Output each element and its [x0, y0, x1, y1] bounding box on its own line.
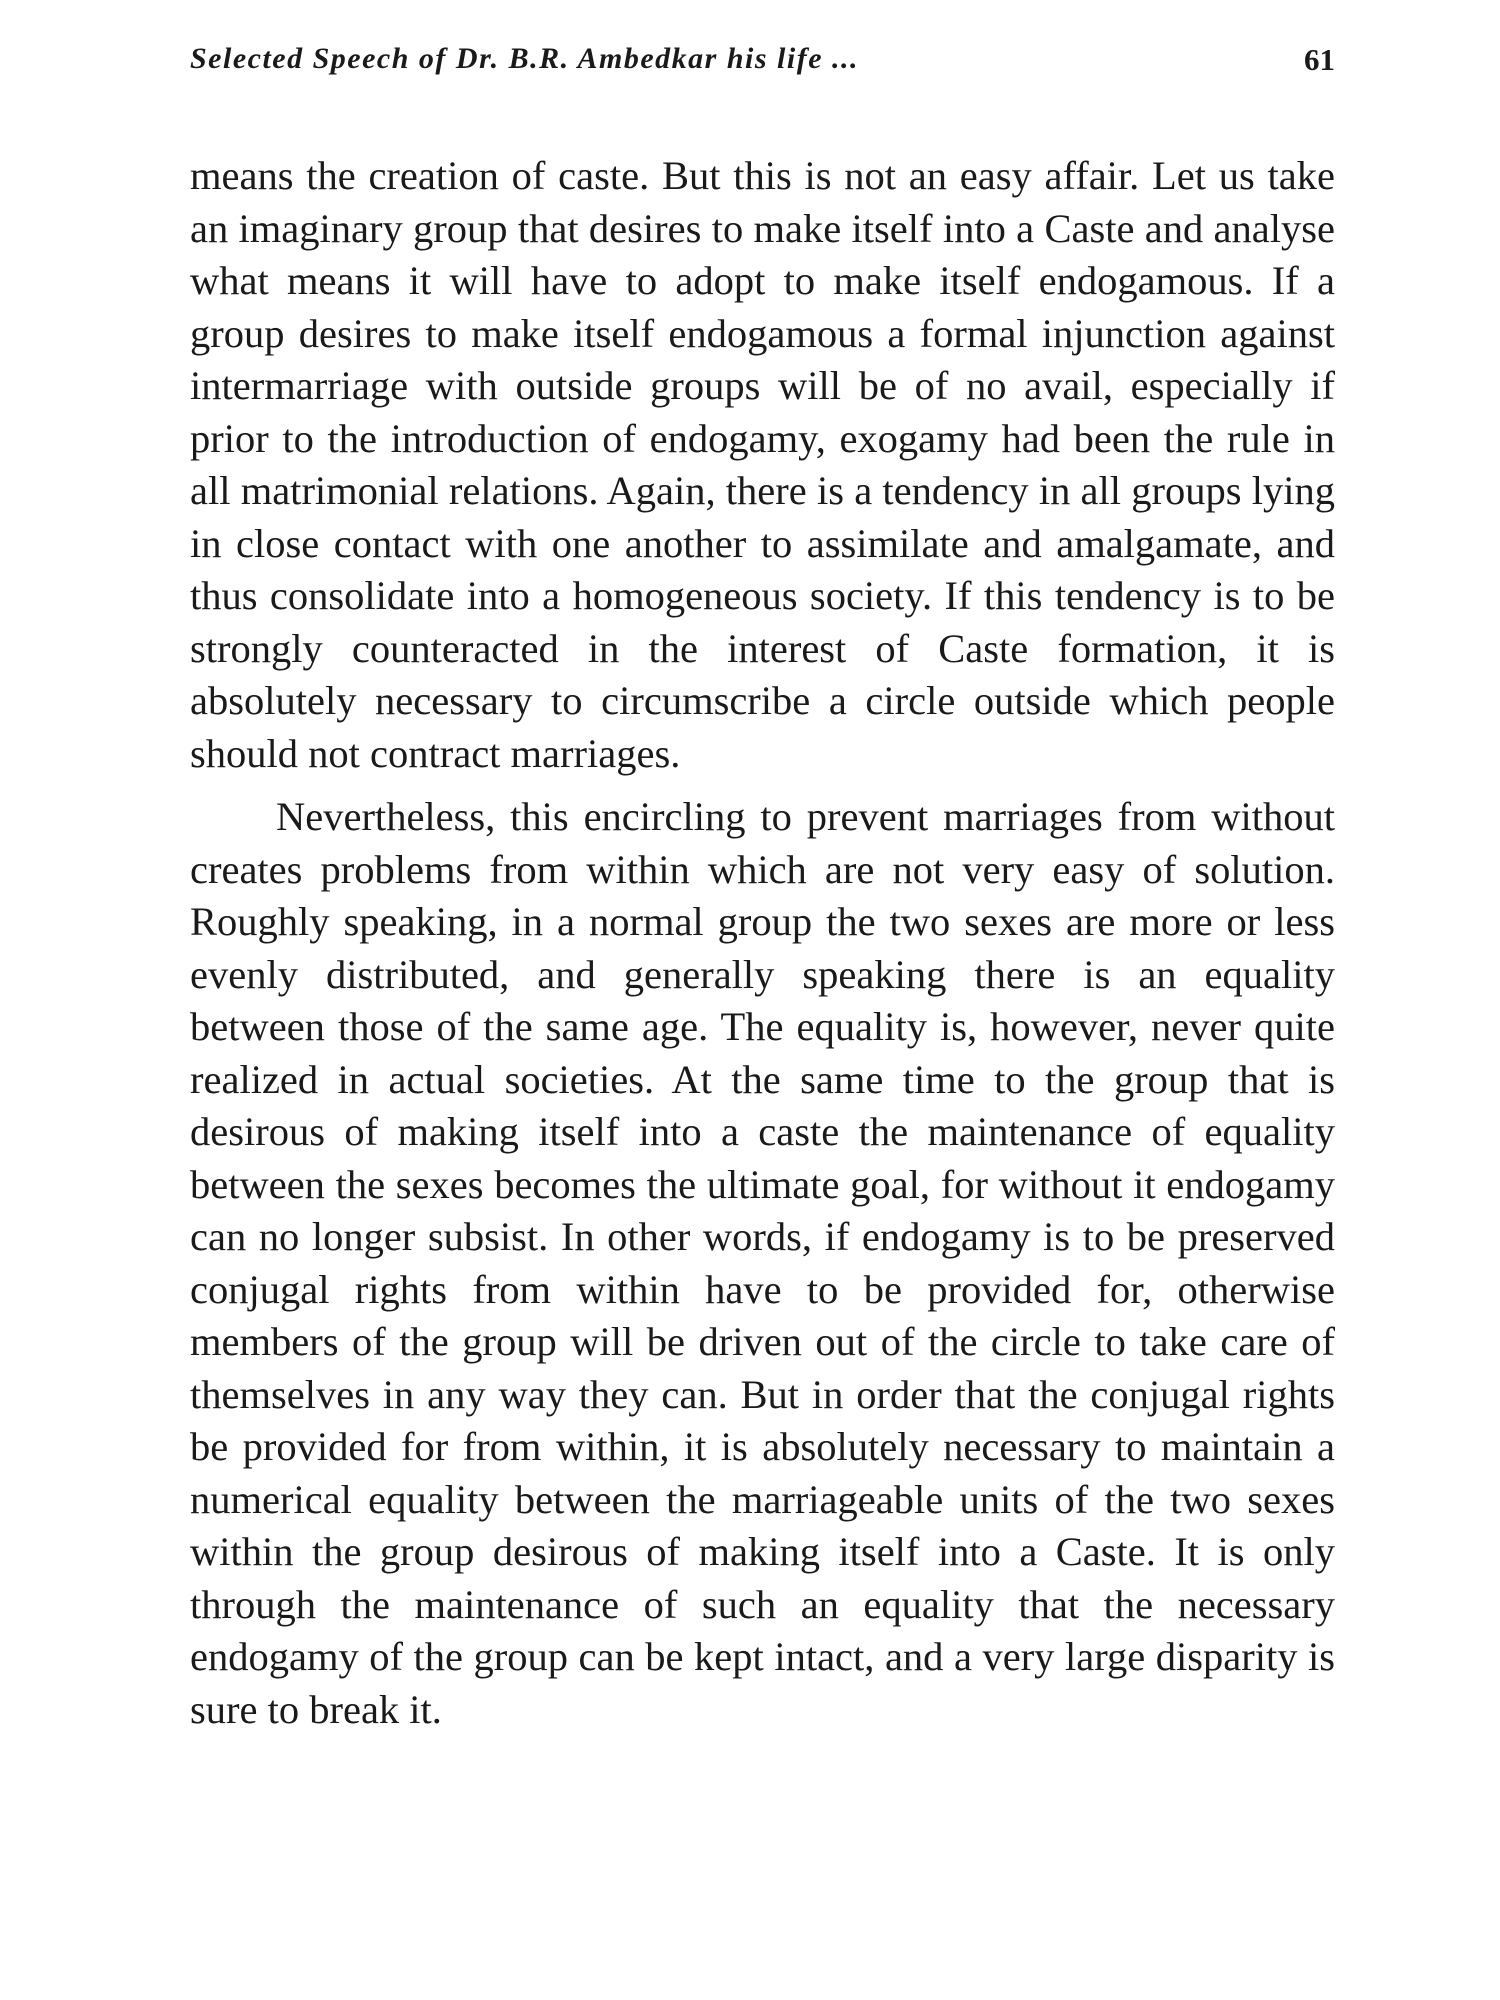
paragraph-continuation: means the creation of caste. But this is not an easy affair. Let us take an imaginary group that desires to make itself into a Caste and analyse what means it will have to adopt to make itself endogamous. If a group desires to make itself endogamous a formal injunction against intermarriage with outside groups will be of no avail, especially if prior to the introduction of endogamy, exogamy had been the rule in all matrimonial relations. Again, there is a tendency in all groups lying in close contact with one another to assimilate and amalgamate, and thus consolidate into a homogeneous society. If this tendency is to be strongly counteracted in the interest of Caste formation, it is absolutely necessary to circumscribe a circle outside which people should not contract marriages.: [190, 153, 1335, 776]
paragraph-nevertheless: Nevertheless, this encircling to prevent marriages from without creates problems from within which are not very easy of solution. Roughly speaking, in a normal group the two sexes are more or less evenly distributed, and generally speaking there is an equality between those of the same age. The equality is, however, never quite realized in actual societies. At the same time to the group that is desirous of making itself into a caste the maintenance of equality between the sexes becomes the ultimate goal, for without it endogamy can no longer subsist. In other words, if endogamy is to be preserved conjugal rights from within have to be provided for, otherwise members of the group will be driven out of the circle to take care of themselves in any way they can. But in order that the conjugal rights be provided for from within, it is absolutely necessary to maintain a numerical equality between the marriageable units of the two sexes within the group desirous of making itself into a Caste. It is only through the maintenance of such an equality that the necessary endogamy of the group can be kept intact, and a very large disparity is sure to break it.: [190, 794, 1335, 1732]
page-number: 61: [1304, 42, 1335, 77]
body-text: [190, 150, 1335, 1736]
running-header: [190, 42, 1335, 90]
running-title: Selected Speech of Dr. B.R. Ambedkar his life ...: [190, 42, 860, 75]
